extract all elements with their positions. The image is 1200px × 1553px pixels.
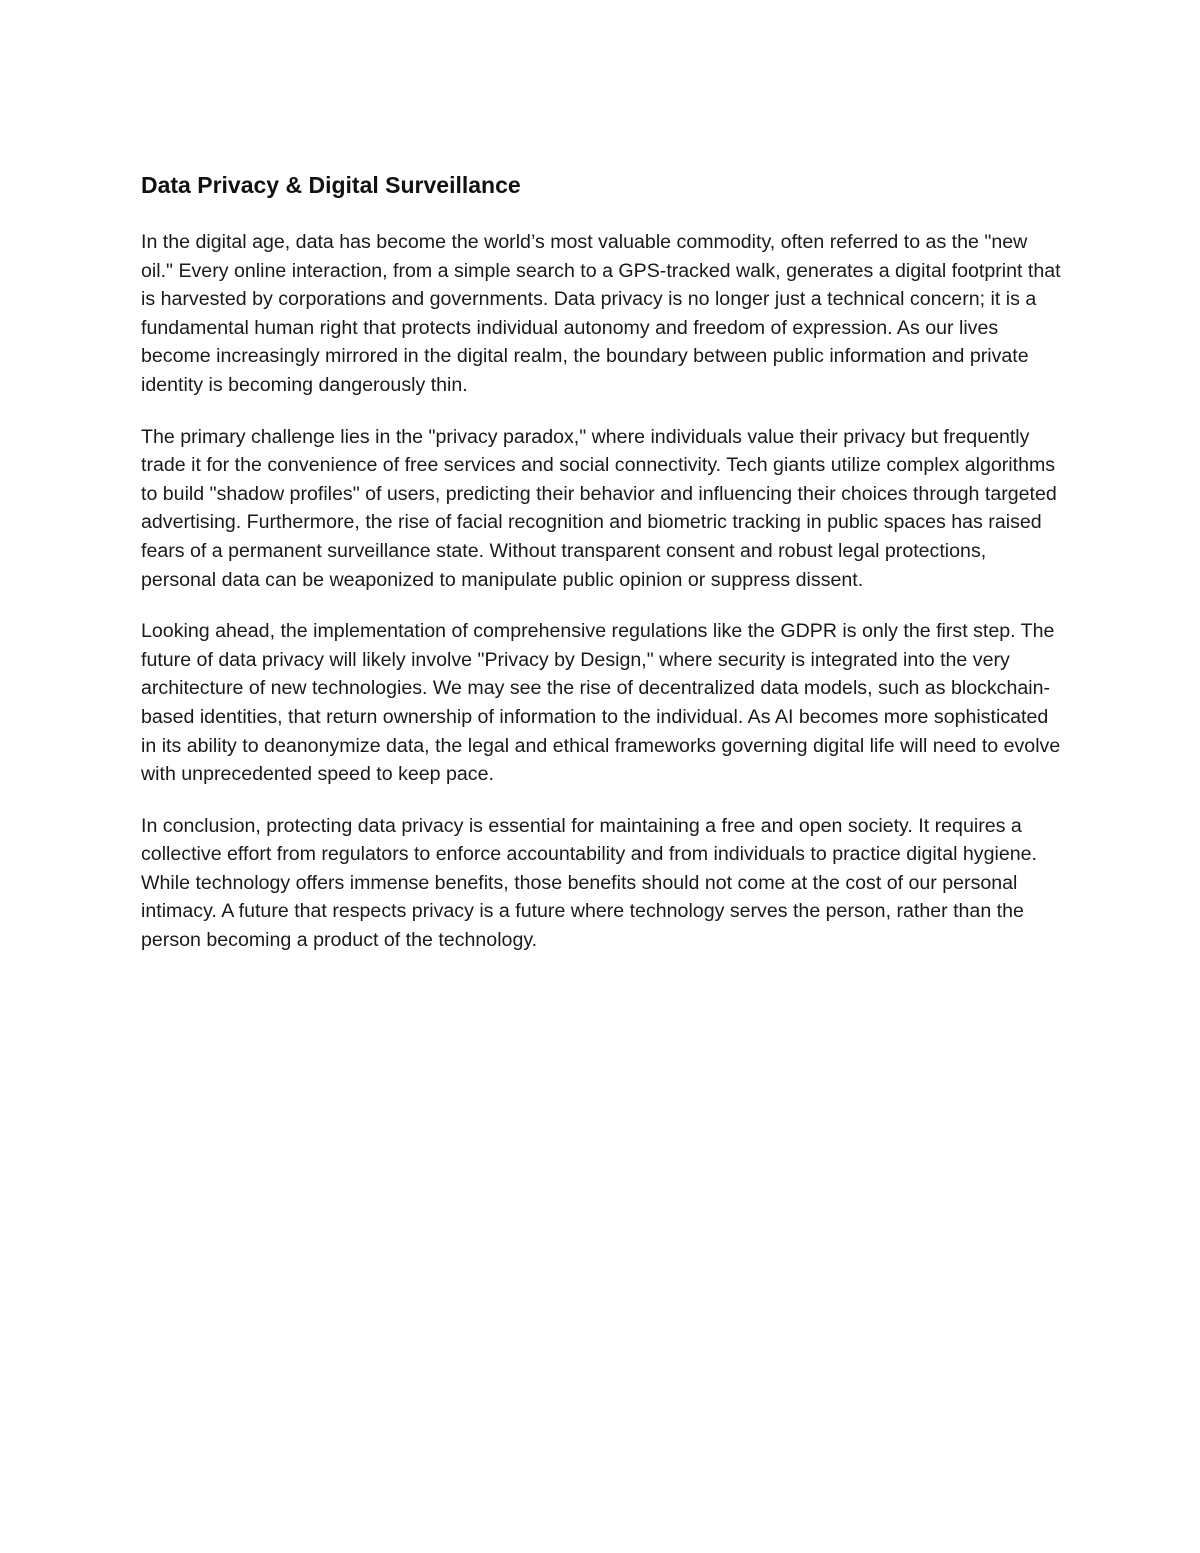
paragraph-challenge: The primary challenge lies in the "privacy paradox," where individuals value their privacy but frequently trade it for the convenience of free services and social connectivity. Tech giants utilize complex algorithms to build "shadow profiles" of users, predicting their behavior and influencing their choices through targeted advertising. Furthermore, the rise of facial recognition and biometric tracking in public spaces has raised fears of a permanent surveillance state. Without transparent consent and robust legal protections, personal data can be weaponized to manipulate public opinion or suppress dissent. bbox=[141, 425, 1057, 591]
document-body bbox=[141, 170, 1063, 978]
paragraph-introduction: In the digital age, data has become the world’s most valuable commodity, often referred to as the "new oil." Every online interaction, from a simple search to a GPS-tracked walk, generates a digital footprint that is harvested by corporations and governments. Data privacy is no longer just a technical concern; it is a fundamental human right that protects individual autonomy and freedom of expression. As our lives become increasingly mirrored in the digital realm, the boundary between public information and private identity is becoming dangerously thin. bbox=[141, 231, 1061, 396]
paragraph-outlook: Looking ahead, the implementation of comprehensive regulations like the GDPR is only the first step. The future of data privacy will likely involve "Privacy by Design," where security is integrated into the very architecture of new technologies. We may see the rise of decentralized data models, such as blockchain-based identities, that return ownership of information to the individual. As AI becomes more sophisticated in its ability to deanonymize data, the legal and ethical frameworks governing digital life will need to evolve with unprecedented speed to keep pace. bbox=[141, 620, 1061, 786]
paragraph-conclusion: In conclusion, protecting data privacy is essential for maintaining a free and open society. It requires a collective effort from regulators to enforce accountability and from individuals to practice digital hygiene. While technology offers immense benefits, those benefits should not come at the cost of our personal intimacy. A future that respects privacy is a future where technology serves the person, rather than the person becoming a product of the technology. bbox=[141, 814, 1037, 952]
document-title: Data Privacy & Digital Surveillance bbox=[141, 172, 521, 198]
